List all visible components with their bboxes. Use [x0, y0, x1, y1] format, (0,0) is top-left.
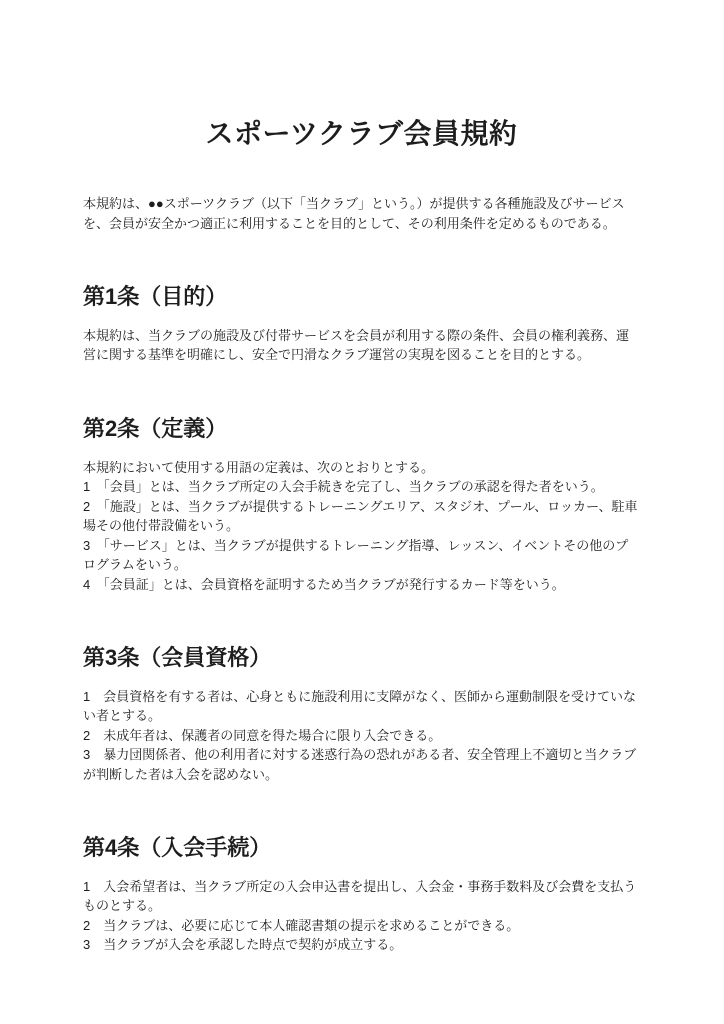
article-3-clause-2: 2 未成年者は、保護者の同意を得た場合に限り入会できる。	[83, 727, 442, 743]
article-2-lead: 本規約において使用する用語の定義は、次のとおりとする。	[83, 459, 435, 475]
preamble-paragraph: 本規約は、●●スポーツクラブ（以下「当クラブ」という。）が提供する各種施設及びサービスを、会員が安全かつ適正に利用することを目的として、その利用条件を定めるものである。	[83, 196, 625, 231]
article-3-clause-3: 3 暴力団関係者、他の利用者に対する迷惑行為の恐れがある者、安全管理上不適切と当クラブが判断した者は入会を認めない。	[83, 747, 637, 782]
article-4-clause-2: 2 当クラブは、必要に応じて本人確認書類の提示を求めることができる。	[83, 917, 520, 933]
article-4-heading: 第4条（入会手続）	[83, 835, 272, 861]
article-1-purpose	[83, 283, 640, 365]
article-2-heading: 第2条（定義）	[83, 415, 228, 441]
article-2-clause-2: 2 「施設」とは、当クラブが提供するトレーニングエリア、スタジオ、プール、ロッカー、駐車場その他付帯設備をいう。	[83, 498, 638, 534]
article-2-clause-1: 1 「会員」とは、当クラブ所定の入会手続きを完了し、当クラブの承認を得た者をいう。	[83, 479, 604, 495]
article-2-definitions	[83, 415, 640, 594]
article-3-eligibility	[83, 644, 640, 784]
article-2-clause-3: 3 「サービス」とは、当クラブが提供するトレーニング指導、レッスン、イベントその他のプログラムをいう。	[83, 537, 629, 573]
article-4-enrollment	[83, 834, 640, 955]
article-3-clause-1: 1 会員資格を有する者は、心身ともに施設利用に支障がなく、医師から運動制限を受けていない者とする。	[83, 688, 636, 724]
article-4-clause-1: 1 入会希望者は、当クラブ所定の入会申込書を提出し、入会金・事務手数料及び会費を支払うものとする。	[83, 878, 637, 914]
article-4-clause-3: 3 当クラブが入会を承認した時点で契約が成立する。	[83, 937, 403, 953]
article-2-clause-4: 4 「会員証」とは、会員資格を証明するため当クラブが発行するカード等をいう。	[83, 576, 565, 592]
article-3-heading: 第3条（会員資格）	[83, 645, 272, 671]
article-1-clause-1: 本規約は、当クラブの施設及び付帯サービスを会員が利用する際の条件、会員の権利義務、運営に関する基準を明確にし、安全で円滑なクラブ運営の実現を図ることを目的とする。	[83, 327, 630, 363]
article-1-heading: 第1条（目的）	[83, 284, 228, 310]
document-title: スポーツクラブ会員規約	[205, 118, 518, 149]
